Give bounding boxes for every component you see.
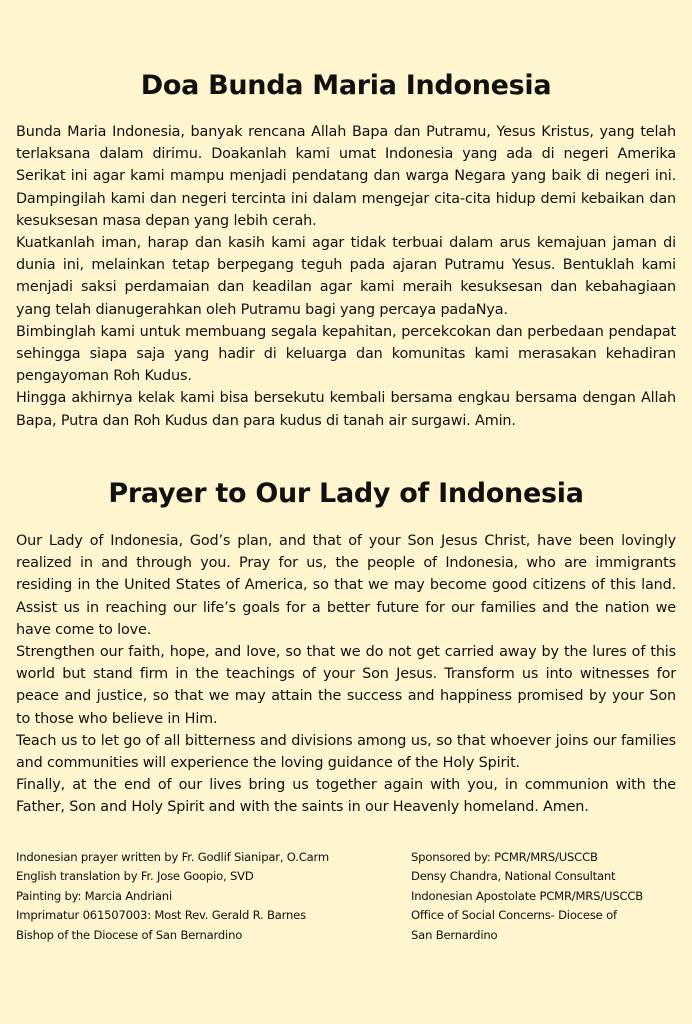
english-prayer-title: Prayer to Our Lady of Indonesia (108, 478, 584, 509)
sponsor-line: Sponsored by: PCMR/MRS/USCCB (411, 850, 598, 864)
english-prayer-body (16, 530, 676, 819)
sponsor-line: San Bernardino (411, 927, 498, 942)
indonesian-prayer-body (16, 121, 676, 432)
credit-line: Painting by: Marcia Andriani (16, 888, 172, 903)
indonesian-paragraph: Bimbinglah kami untuk membuang segala kepahitan, percekcokan dan perbedaan pendapat sehingga siapa saja yang hadir di keluarga dan komunitas kami merasakan kehadiran pengayoman Roh Kudus. (16, 323, 676, 385)
credits-right-column (411, 848, 643, 945)
indonesian-prayer-title: Doa Bunda Maria Indonesia (140, 70, 552, 101)
credit-line: Indonesian prayer written by Fr. Godlif Sianipar, O.Carm (16, 850, 330, 864)
sponsor-line: Densy Chandra, National Consultant (411, 869, 616, 884)
english-paragraph: Our Lady of Indonesia, God’s plan, and that of your Son Jesus Christ, have been lovingly realized in and through you. Pray for us, the people of Indonesia, who are immigrants residing in the United States of America, so that we may become good citizens of this land. Assist us in reaching our life’s goals for a better future for our families and the nation we have come to love. (16, 533, 676, 638)
sponsor-line: Office of Social Concerns- Diocese of (411, 908, 617, 923)
credit-line: English translation by Fr. Jose Goopio, SVD (16, 869, 254, 884)
indonesian-paragraph: Kuatkanlah iman, harap dan kasih kami agar tidak terbuai dalam arus kemajuan jaman di dunia ini, melainkan tetap berpegang teguh pada ajaran Putramu Yesus. Bentuklah kami menjadi saksi perdamaian dan keadilan agar kami meraih kesuksesan dan kebahagiaan yang telah dianugerahkan oleh Putramu bagi yang percaya padaNya. (16, 235, 676, 318)
english-paragraph: Finally, at the end of our lives bring us together again with you, in communion with the Father, Son and Holy Spirit and with the saints in our Heavenly homeland. Amen. (16, 777, 676, 816)
english-paragraph: Strengthen our faith, hope, and love, so that we do not get carried away by the lures of this world but stand firm in the teachings of your Son Jesus. Transform us into witnesses for peace and justice, so that we may attain the success and happiness promised by your Son to those who believe in Him. (16, 644, 676, 727)
indonesian-paragraph: Bunda Maria Indonesia, banyak rencana Allah Bapa dan Putramu, Yesus Kristus, yang telah terlaksana dalam dirimu. Doakanlah kami umat Indonesia yang ada di negeri Amerika Serikat ini agar kami mampu menjadi pendatang dan warga Negara yang baik di negeri ini. Dampingilah kami dan negeri tercinta ini dalam mengejar cita-cita hidup demi kebaikan dan kesuksesan masa depan yang lebih cerah. (16, 124, 676, 229)
credits-left-column (16, 848, 329, 945)
sponsor-line: Indonesian Apostolate PCMR/MRS/USCCB (411, 888, 644, 903)
english-paragraph: Teach us to let go of all bitterness and divisions among us, so that whoever joins our families and communities will experience the loving guidance of the Holy Spirit. (16, 732, 676, 772)
indonesian-paragraph: Hingga akhirnya kelak kami bisa bersekutu kembali bersama engkau bersama dengan Allah Bapa, Putra dan Roh Kudus dan para kudus di tanah air surgawi. Amin. (16, 390, 676, 429)
credit-line: Imprimatur 061507003: Most Rev. Gerald R. Barnes (16, 908, 306, 923)
credit-line: Bishop of the Diocese of San Bernardino (16, 927, 243, 942)
